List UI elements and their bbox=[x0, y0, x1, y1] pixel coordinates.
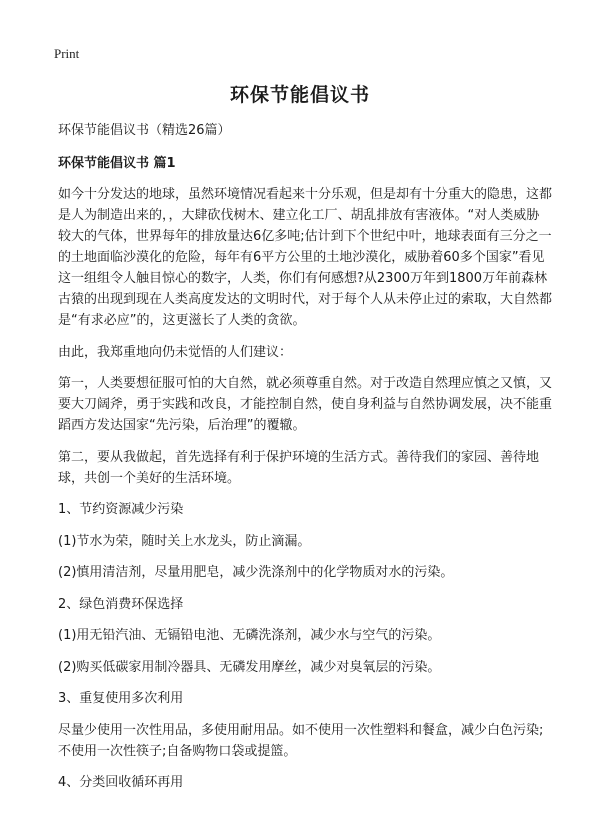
paragraph-reuse: 尽量少使用一次性用品，多使用耐用品。如不使用一次性塑料和餐盒，减少白色污染;不使用一次性筷子;自备购物口袋或提篮。 bbox=[58, 722, 544, 759]
item-save-water: (1)节水为荣，随时关上水龙头，防止滴漏。 bbox=[58, 533, 311, 549]
document-subtitle: 环保节能倡议书（精选26篇） bbox=[58, 123, 231, 138]
page-title: 环保节能倡议书 bbox=[229, 84, 370, 106]
document-body bbox=[58, 120, 552, 804]
item-cleaning-agent: (2)慎用清洁剂，尽量用肥皂，减少洗涤剂中的化学物质对水的污染。 bbox=[58, 565, 454, 580]
subheading-green-consumption: 2、绿色消费环保选择 bbox=[58, 596, 184, 612]
item-unleaded-gasoline: (1)用无铅汽油、无镉铅电池、无磷洗涤剂，减少水与空气的污染。 bbox=[58, 628, 441, 643]
paragraph-intro: 如今十分发达的地球，虽然环境情况看起来十分乐观，但是却有十分重大的隐患，这都是人为制造出来的，，大肆砍伐树木、建立化工厂、胡乱排放有害液体。“对人类威胁较大的气体，世界每年的排放量达6亿多吨;估计到下个世纪中叶，地球表面有三分之一的土地面临沙漠化的危险，每年有6平方公里的土地沙漠化，威胁着60多个国家”看见这一组组令人触目惊心的数字，人类，你们有何感想?从2300万年到1800万年前森林古猿的出现到现在人类高度发达的文明时代，对于每个人从未停止过的索取，大自然都是“有求必应”的，这更滋长了人类的贪欲。 bbox=[58, 187, 553, 328]
subheading-save-resources: 1、节约资源减少污染 bbox=[58, 502, 184, 517]
paragraph-first-point: 第一，人类要想征服可怕的大自然，就必须尊重自然。对于改造自然理应慎之又慎，又要大刀阔斧，勇于实践和改良，才能控制自然，使自身利益与自然协调发展，决不能重蹈西方发达国家“先污染，后治理”的覆辙。 bbox=[58, 376, 553, 433]
print-link[interactable]: Print bbox=[54, 46, 80, 61]
subheading-reuse: 3、重复使用多次利用 bbox=[58, 691, 184, 706]
section-heading: 环保节能倡议书 篇1 bbox=[58, 156, 176, 171]
paragraph-second-point: 第二，要从我做起，首先选择有利于保护环境的生活方式。善待我们的家园、善待地球，共创一个美好的生活环境。 bbox=[58, 449, 540, 486]
subheading-recycle: 4、分类回收循环再用 bbox=[58, 775, 184, 790]
paragraph-proposal-lead: 由此，我郑重地向仍未觉悟的人们建议： bbox=[58, 344, 293, 360]
item-low-carbon-appliances: (2)购买低碳家用制冷器具、无磷发用摩丝，减少对臭氧层的污染。 bbox=[58, 659, 441, 675]
